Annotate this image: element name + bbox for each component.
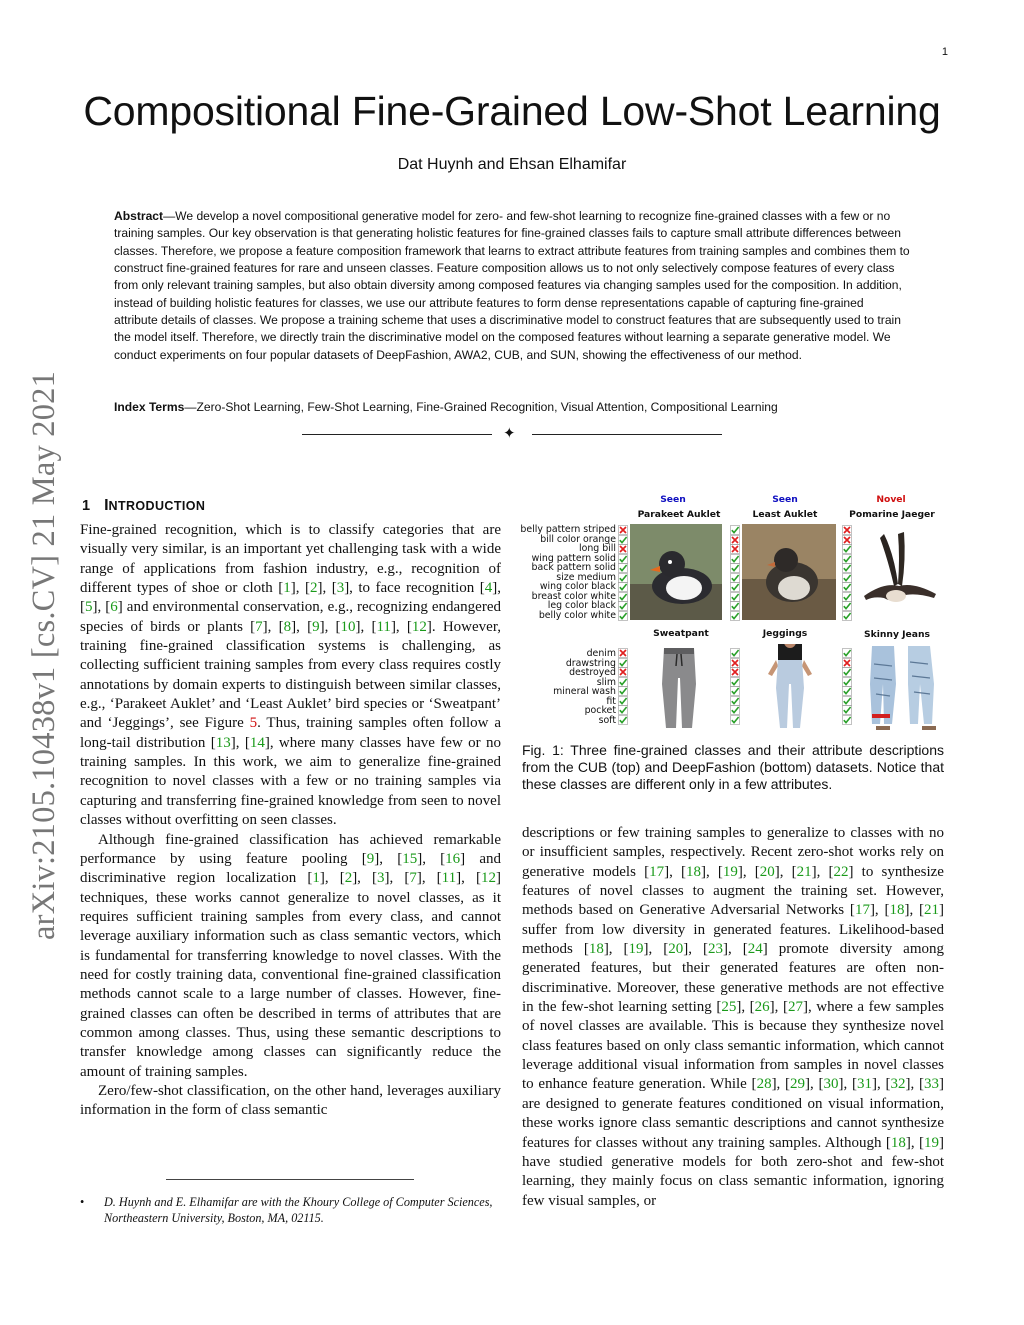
attribute-label: soft — [598, 714, 616, 726]
cross-icon — [618, 544, 628, 554]
check-icon — [730, 592, 740, 602]
check-icon — [618, 705, 628, 715]
status-seen-2: Seen — [772, 494, 798, 505]
marks-sweatpant — [618, 648, 628, 724]
cross-icon — [730, 667, 740, 677]
check-icon — [618, 696, 628, 706]
check-icon — [618, 563, 628, 573]
attribute-label: breast color white — [531, 590, 616, 602]
status-seen-1: Seen — [660, 494, 686, 505]
check-icon — [842, 601, 852, 611]
check-icon — [842, 696, 852, 706]
check-icon — [730, 611, 740, 621]
check-icon — [730, 648, 740, 658]
attribute-label: drawstring — [565, 657, 616, 669]
check-icon — [618, 611, 628, 621]
arxiv-stamp: arXiv:2105.10438v1 [cs.CV] 21 May 2021 — [26, 370, 62, 940]
class-label-jeggings: Jeggings — [762, 628, 808, 639]
attribute-label: belly color white — [538, 609, 616, 621]
page-number: 1 — [941, 46, 948, 58]
paragraph: Zero/few-shot classification, on the other hand, leverages auxiliary information in the form of class semantic — [80, 1082, 501, 1119]
sweatpant-photo — [646, 644, 712, 730]
check-icon — [618, 535, 628, 545]
attribute-label: long bill — [579, 543, 616, 555]
class-label-parakeet-auklet: Parakeet Auklet — [637, 509, 721, 520]
attribute-list-clothes — [518, 649, 616, 725]
cross-icon — [842, 525, 852, 535]
check-icon — [730, 686, 740, 696]
check-icon — [618, 658, 628, 668]
separator-line-right — [532, 434, 722, 435]
cross-icon — [842, 658, 852, 668]
check-icon — [842, 544, 852, 554]
body-column-left — [80, 521, 501, 1121]
check-icon — [618, 554, 628, 564]
check-icon — [730, 705, 740, 715]
cross-icon — [730, 535, 740, 545]
figure-1 — [518, 490, 946, 734]
check-icon — [842, 648, 852, 658]
attribute-label: leg color black — [547, 600, 616, 612]
section-heading — [82, 497, 205, 515]
check-icon — [730, 525, 740, 535]
check-icon — [618, 677, 628, 687]
attribute-label: pocket — [584, 705, 616, 717]
check-icon — [842, 592, 852, 602]
least-auklet-photo — [742, 524, 836, 620]
index-terms-label: Index Terms — [114, 400, 185, 414]
check-icon — [842, 554, 852, 564]
check-icon — [842, 667, 852, 677]
status-label — [618, 494, 728, 505]
attribute-label: belly pattern striped — [520, 524, 616, 535]
check-icon — [730, 696, 740, 706]
index-terms-text: —Zero-Shot Learning, Few-Shot Learning, Fine-Grained Recognition, Visual Attention, Compositional Learning — [184, 400, 778, 414]
check-icon — [618, 715, 628, 725]
section-title-initial: I — [104, 497, 109, 514]
status-novel: Novel — [876, 494, 906, 505]
attribute-label: wing color black — [539, 581, 616, 593]
check-icon — [842, 705, 852, 715]
check-icon — [842, 573, 852, 583]
check-icon — [842, 686, 852, 696]
check-icon — [842, 563, 852, 573]
footnote — [80, 1194, 501, 1226]
class-label-skinny-jeans: Skinny Jeans — [863, 629, 930, 640]
attribute-label: back pattern solid — [531, 562, 616, 574]
status-label — [730, 494, 840, 505]
jeggings-photo — [754, 644, 826, 730]
check-icon — [730, 554, 740, 564]
check-icon — [730, 582, 740, 592]
attribute-list-birds — [518, 525, 616, 620]
check-icon — [618, 582, 628, 592]
footnote-bullet: • — [80, 1195, 85, 1209]
separator-line-left — [302, 434, 492, 435]
attribute-label: wing pattern solid — [531, 552, 616, 564]
paper-title: Compositional Fine-Grained Low-Shot Learning — [83, 88, 941, 134]
paragraph: Fine-grained recognition, which is to classify categories that are visually very similar, is an important yet challenging task with a wide range of applications from fashion industry, e.g., recognition of different types of shoe or cloth [1], [2], [3], to face recognition [4], [5], [6] and environmental conservation, e.g., recognizing endangered species of birds or plants [7], [8], [9], [10], [11], [12]. However, training fine-grained classification systems is challenging, as collecting sufficient training samples from every class requires costly annotations by domain experts to distinguish between similar classes, e.g., ‘Parakeet Auklet’ and ‘Least Auklet’ bird species or ‘Sweatpant’ and ‘Jeggings’, see Figure 5. Thus, training samples often follow a long-tail distribution [13], [14], where many classes have few or no training samples. In this work, we aim to generalize fine-grained recognition to novel classes with a few or no training samples via capturing and transferring fine-grained knowledge from seen to novel classes without overfitting on seen classes. — [80, 522, 501, 829]
cross-icon — [842, 535, 852, 545]
abstract-label: Abstract — [114, 209, 164, 223]
index-terms — [114, 399, 910, 416]
check-icon — [618, 601, 628, 611]
cross-icon — [618, 667, 628, 677]
cross-icon — [730, 544, 740, 554]
section-title-rest: NTRODUCTION — [108, 499, 206, 513]
body-column-right — [522, 824, 944, 1211]
section-number: 1 — [82, 498, 91, 514]
class-label-least-auklet: Least Auklet — [752, 509, 818, 520]
check-icon — [618, 573, 628, 583]
paragraph: Although fine-grained classification has achieved remarkable performance by using feature pooling [9], [15], [16] and discriminative region localization [1], [2], [3], [7], [11], [12] techniques, these works cannot generalize to novel classes, as it requires sufficient training samples from every class, and cannot leverage auxiliary information such as class semantic vectors, which is fundamental for transferring knowledge to novel classes. With the need for costly training data, conventional fine-grained classification methods cannot scale to a large number of classes. However, fine-grained classes can often be described in terms of attributes that are common among classes. Thus, using these semantic descriptions to transfer knowledge among classes can significantly reduce the amount of training samples. — [80, 831, 502, 1080]
class-label-sweatpant: Sweatpant — [653, 628, 709, 639]
marks-pomarine-jaeger — [842, 525, 852, 620]
check-icon — [730, 573, 740, 583]
footnote-text: D. Huynh and E. Elhamifar are with the Khoury College of Computer Sciences, Northeastern University, Boston, MA, 02115. — [104, 1195, 493, 1225]
check-icon — [618, 592, 628, 602]
class-label-pomarine-jaeger: Pomarine Jaeger — [849, 509, 935, 520]
attribute-label: slim — [596, 676, 616, 688]
check-icon — [842, 715, 852, 725]
marks-skinny-jeans — [842, 648, 852, 724]
abstract-text: —We develop a novel compositional generative model for zero- and few-shot learning to recognize fine-grained classes with a few or no training samples. Our key observation is that generating holistic features for fine-grained classes fails to capture small attribute differences between classes. Therefore, we propose a feature composition framework that learns to extract attribute features from training samples and combines them to construct fine-grained features for rare and unseen classes. Feature composition allows us to not only selectively compose features of every class from only relevant training samples, but also obtain diversity among composed features via changing samples used for the composition. In addition, instead of building holistic features for classes, we use our attribute features to form dense representations capable of capturing fine-grained attribute details of classes. We propose a training scheme that uses a discriminative model to construct features that are subsequently used to train the model itself. Therefore, we directly train the discriminative model on the composed features without learning a separate generative model. We conduct experiments on four popular datasets of DeepFashion, AWA2, CUB, and SUN, showing the effectiveness of our method. — [114, 209, 910, 362]
cross-icon — [618, 525, 628, 535]
marks-least-auklet — [730, 525, 740, 620]
check-icon — [842, 677, 852, 687]
check-icon — [730, 677, 740, 687]
check-icon — [842, 611, 852, 621]
cross-icon — [730, 658, 740, 668]
check-icon — [730, 715, 740, 725]
pomarine-jaeger-photo — [854, 524, 944, 620]
skinny-jeans-photo — [858, 644, 946, 730]
figure-caption: Fig. 1: Three fine-grained classes and their attribute descriptions from the CUB (top) and DeepFashion (bottom) datasets. Notice that these classes are different only in a few attributes. — [522, 742, 944, 793]
check-icon — [618, 686, 628, 696]
attribute-label: mineral wash — [553, 686, 616, 698]
footnote-rule — [166, 1179, 414, 1180]
authors: Dat Huynh and Ehsan Elhamifar — [397, 156, 627, 173]
check-icon — [842, 582, 852, 592]
attribute-label: fit — [606, 695, 616, 707]
check-icon — [730, 563, 740, 573]
marks-parakeet-auklet — [618, 525, 628, 620]
check-icon — [730, 601, 740, 611]
parakeet-auklet-photo — [630, 524, 722, 620]
paragraph: descriptions or few training samples to generalize to classes with no or insufficient samples, respectively. Recent zero-shot works rely on generative models [17], [18], [19], [20], [21], [22] to synthesize features of novel classes to augment the training set. However, methods based on Generative Adversarial Networks [17], [18], [21] suffer from low diversity in generated features. Likelihood-based methods [18], [19], [20], [23], [24] promote diversity among generated features, but their generated features are often non-discriminative. Moreover, these generative methods are not effective in the few-shot learning setting [25], [26], [27], where a few samples of novel classes are available. This is because they synthesize novel class features based on only class semantic information, which cannot leverage additional visual information from samples in novel classes to enhance feature generation. While [28], [29], [30], [31], [32], [33] are designed to generate features conditioned on visual information, these works ignore class semantic descriptions and cannot synthesize features for classes without any training samples. Although [18], [19] have studied generative models for both zero-shot and few-shot learning, they mainly focus on class semantic information, ignoring few visual samples, or — [522, 825, 944, 1209]
status-label — [836, 494, 946, 505]
attribute-label: denim — [586, 648, 616, 659]
attribute-label: size medium — [556, 571, 616, 583]
separator-star-icon: ✦ — [503, 426, 516, 442]
marks-jeggings — [730, 648, 740, 724]
cross-icon — [618, 648, 628, 658]
attribute-label: bill color orange — [540, 533, 616, 545]
section-separator — [300, 426, 724, 446]
abstract — [114, 208, 910, 364]
attribute-label: destroyed — [569, 667, 616, 679]
